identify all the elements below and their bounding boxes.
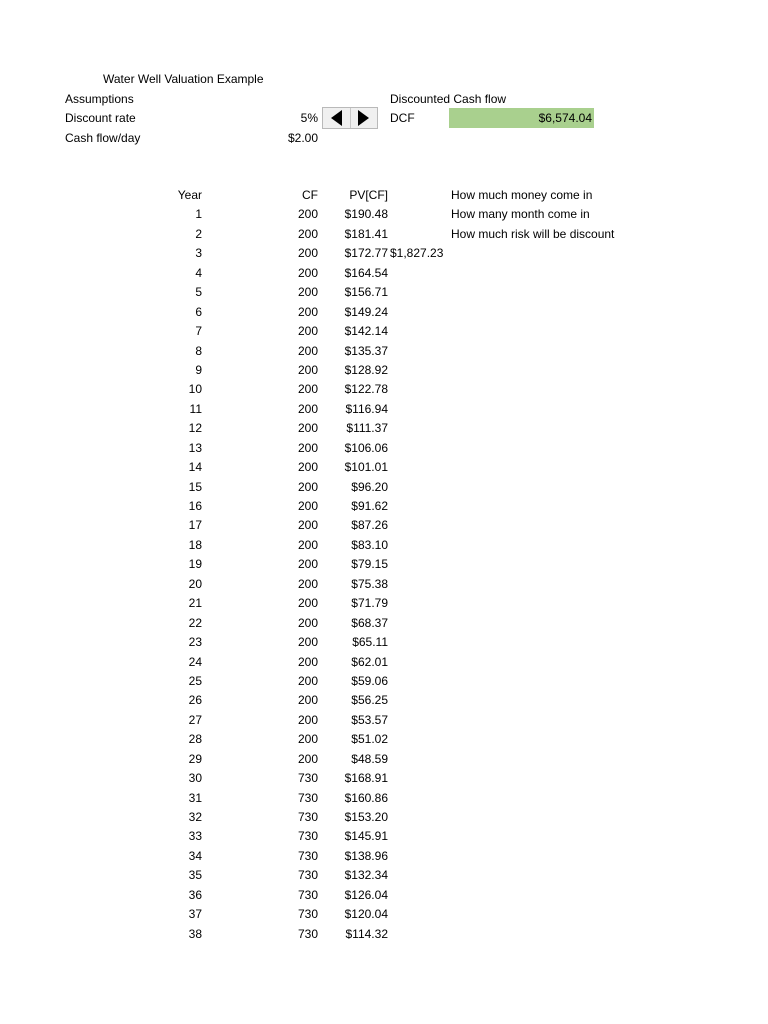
year-cell[interactable]: 33: [188, 829, 202, 844]
pv-cell[interactable]: $156.71: [344, 285, 388, 300]
cf-cell[interactable]: 200: [297, 732, 318, 747]
table-row: [0, 594, 768, 613]
cf-header: CF: [302, 188, 318, 202]
pv-cell[interactable]: $122.78: [344, 382, 388, 397]
year-cell[interactable]: 18: [188, 537, 202, 552]
cf-cell[interactable]: 200: [297, 537, 318, 552]
note-cell: How many month come in: [451, 207, 590, 222]
pv-cell[interactable]: $145.91: [344, 829, 388, 844]
year-cell[interactable]: 21: [188, 596, 202, 611]
table-row: [0, 653, 768, 672]
subtotal-cell[interactable]: $1,827.23: [390, 246, 444, 261]
year-cell[interactable]: 6: [195, 304, 202, 319]
arrow-right-icon: [358, 110, 369, 126]
pv-cell[interactable]: $65.11: [352, 635, 388, 650]
table-row: [0, 380, 768, 399]
cf-cell[interactable]: 730: [297, 926, 318, 941]
cf-cell[interactable]: 200: [297, 304, 318, 319]
page-title: Water Well Valuation Example: [103, 72, 264, 86]
year-cell[interactable]: 29: [188, 751, 202, 766]
year-cell[interactable]: 16: [188, 499, 202, 513]
pv-cell[interactable]: $126.04: [344, 887, 388, 902]
year-cell[interactable]: 11: [189, 401, 202, 416]
table-row: [0, 672, 768, 691]
table-row: [0, 361, 768, 380]
dcf-label: DCF: [390, 111, 415, 125]
table-row: [0, 439, 768, 458]
cf-cell[interactable]: 730: [297, 887, 318, 902]
cf-cell[interactable]: 200: [297, 693, 318, 708]
cf-cell[interactable]: 730: [297, 790, 318, 805]
cf-cell[interactable]: 200: [297, 421, 318, 436]
table-row: [0, 730, 768, 749]
note-cell: How much risk will be discount: [451, 226, 615, 241]
pv-cell[interactable]: $120.04: [344, 907, 388, 922]
year-cell[interactable]: 17: [188, 518, 202, 533]
cf-cell[interactable]: 200: [297, 401, 318, 416]
table-header-row: [0, 186, 768, 205]
year-cell[interactable]: 12: [188, 421, 202, 436]
discount-rate-value[interactable]: 5%: [300, 111, 318, 125]
discount-rate-label: Discount rate: [65, 111, 136, 125]
cf-cell[interactable]: 200: [297, 596, 318, 611]
pv-cell[interactable]: $62.01: [351, 654, 388, 669]
cf-cell[interactable]: 730: [297, 829, 318, 844]
table-row: [0, 342, 768, 361]
cf-cell[interactable]: 200: [297, 285, 318, 300]
year-cell[interactable]: 13: [188, 440, 202, 455]
pv-cell[interactable]: $116.94: [345, 401, 388, 416]
pv-cell[interactable]: $132.34: [344, 868, 388, 883]
table-row: [0, 847, 768, 866]
pv-cell[interactable]: $56.25: [351, 693, 388, 708]
table-row: [0, 866, 768, 885]
cf-cell[interactable]: 730: [297, 810, 318, 824]
pv-cell[interactable]: $53.57: [351, 712, 388, 727]
cash-flow-value[interactable]: $2.00: [287, 131, 318, 145]
pv-cell[interactable]: $138.96: [344, 848, 388, 863]
year-cell[interactable]: 10: [188, 382, 202, 397]
cf-cell[interactable]: 200: [297, 673, 318, 688]
pv-cell[interactable]: $79.15: [351, 557, 388, 572]
pv-cell[interactable]: $153.20: [344, 810, 388, 824]
cf-cell[interactable]: 200: [297, 479, 318, 494]
table-row: [0, 769, 768, 788]
pv-cell[interactable]: $75.38: [351, 576, 388, 591]
increase-rate-button[interactable]: [351, 108, 378, 128]
cf-cell[interactable]: 200: [297, 460, 318, 475]
pv-cell[interactable]: $106.06: [344, 440, 388, 455]
pv-cell[interactable]: $160.86: [344, 790, 388, 805]
table-row: [0, 711, 768, 730]
pv-cell[interactable]: $168.91: [344, 771, 388, 786]
year-cell[interactable]: 8: [195, 343, 202, 358]
year-cell[interactable]: 26: [188, 693, 202, 708]
table-row: [0, 555, 768, 574]
year-cell[interactable]: 27: [188, 712, 202, 727]
cf-cell[interactable]: 200: [297, 265, 318, 280]
year-cell[interactable]: 22: [188, 615, 202, 630]
cf-cell[interactable]: 730: [297, 771, 318, 786]
pv-cell[interactable]: $87.26: [351, 518, 388, 533]
table-row: [0, 303, 768, 322]
table-row: [0, 419, 768, 438]
year-cell[interactable]: 1: [195, 207, 202, 222]
pv-cell[interactable]: $111.37: [346, 421, 388, 436]
table-row: [0, 925, 768, 944]
cf-cell[interactable]: 200: [297, 654, 318, 669]
table-row: [0, 225, 768, 244]
cf-cell[interactable]: 200: [297, 499, 318, 513]
year-cell[interactable]: 34: [188, 848, 202, 863]
pv-cell[interactable]: $71.79: [351, 596, 388, 611]
year-cell[interactable]: 2: [195, 226, 202, 241]
year-cell[interactable]: 5: [195, 285, 202, 300]
year-cell[interactable]: 23: [188, 635, 202, 650]
cf-cell[interactable]: 730: [297, 868, 318, 883]
cf-cell[interactable]: 200: [297, 440, 318, 455]
pv-cell[interactable]: $59.06: [351, 673, 388, 688]
cf-cell[interactable]: 200: [297, 557, 318, 572]
year-cell[interactable]: 19: [188, 557, 202, 572]
table-row: [0, 905, 768, 924]
table-row: [0, 750, 768, 769]
cash-flow-label: Cash flow/day: [65, 131, 141, 145]
cf-cell[interactable]: 200: [297, 576, 318, 591]
year-cell[interactable]: 7: [195, 324, 202, 339]
pv-cell[interactable]: $181.41: [344, 226, 388, 241]
discount-rate-spinner[interactable]: [322, 107, 378, 129]
table-row: [0, 322, 768, 341]
table-row: [0, 516, 768, 535]
year-cell[interactable]: 28: [188, 732, 202, 747]
cf-cell[interactable]: 730: [297, 848, 318, 863]
pv-header: PV[CF]: [349, 188, 388, 202]
table-row: [0, 614, 768, 633]
arrow-left-icon: [331, 110, 342, 126]
year-cell[interactable]: 38: [188, 926, 202, 941]
pv-cell[interactable]: $164.54: [344, 265, 388, 280]
cf-cell[interactable]: 200: [297, 207, 318, 222]
cf-cell[interactable]: 200: [297, 615, 318, 630]
pv-cell[interactable]: $149.24: [344, 304, 388, 319]
table-row: [0, 458, 768, 477]
dcf-heading: Discounted Cash flow: [390, 92, 507, 106]
cf-cell[interactable]: 200: [297, 343, 318, 358]
year-cell[interactable]: 36: [188, 887, 202, 902]
cf-cell[interactable]: 200: [297, 382, 318, 397]
pv-cell[interactable]: $91.62: [351, 499, 388, 513]
year-cell[interactable]: 24: [188, 654, 202, 669]
table-row: [0, 400, 768, 419]
cash-flow-table: [0, 186, 768, 944]
table-row: [0, 827, 768, 846]
table-row: [0, 244, 768, 263]
cf-cell[interactable]: 200: [297, 362, 318, 377]
cf-cell[interactable]: 200: [297, 324, 318, 339]
table-row: [0, 497, 768, 516]
pv-cell[interactable]: $135.37: [344, 343, 388, 358]
year-cell[interactable]: 14: [188, 460, 202, 475]
pv-cell[interactable]: $51.02: [351, 732, 388, 747]
year-cell[interactable]: 30: [188, 771, 202, 786]
table-row: [0, 808, 768, 827]
table-row: [0, 283, 768, 302]
cf-cell[interactable]: 200: [297, 226, 318, 241]
cf-cell[interactable]: 200: [297, 712, 318, 727]
year-cell[interactable]: 15: [188, 479, 202, 494]
year-cell[interactable]: 4: [195, 265, 202, 280]
table-row: [0, 536, 768, 555]
table-row: [0, 575, 768, 594]
table-row: [0, 205, 768, 224]
year-cell[interactable]: 20: [188, 576, 202, 591]
pv-cell[interactable]: $96.20: [351, 479, 388, 494]
year-cell[interactable]: 9: [195, 362, 202, 377]
table-body: [0, 205, 768, 944]
table-row: [0, 478, 768, 497]
year-cell[interactable]: 32: [188, 810, 202, 824]
note-money: How much money come in: [451, 188, 593, 202]
pv-cell[interactable]: $128.92: [344, 362, 388, 377]
dcf-value[interactable]: $6,574.04: [449, 108, 594, 128]
assumptions-heading: Assumptions: [65, 92, 134, 106]
year-cell[interactable]: 25: [188, 673, 202, 688]
cf-cell[interactable]: 200: [297, 246, 318, 261]
table-row: [0, 789, 768, 808]
table-row: [0, 886, 768, 905]
year-header: Year: [177, 188, 202, 202]
year-cell[interactable]: 31: [188, 790, 202, 805]
cf-cell[interactable]: 200: [297, 518, 318, 533]
table-row: [0, 264, 768, 283]
pv-cell[interactable]: $48.59: [351, 751, 388, 766]
cf-cell[interactable]: 730: [297, 907, 318, 922]
cf-cell[interactable]: 200: [297, 635, 318, 650]
pv-cell[interactable]: $190.48: [344, 207, 388, 222]
pv-cell[interactable]: $101.01: [344, 460, 388, 475]
year-cell[interactable]: 35: [188, 868, 202, 883]
pv-cell[interactable]: $114.32: [345, 926, 388, 941]
pv-cell[interactable]: $83.10: [351, 537, 388, 552]
table-row: [0, 691, 768, 710]
pv-cell[interactable]: $142.14: [344, 324, 388, 339]
pv-cell[interactable]: $68.37: [351, 615, 388, 630]
decrease-rate-button[interactable]: [323, 108, 351, 128]
table-row: [0, 633, 768, 652]
year-cell[interactable]: 37: [188, 907, 202, 922]
pv-cell[interactable]: $172.77: [344, 246, 388, 261]
year-cell[interactable]: 3: [195, 246, 202, 261]
cf-cell[interactable]: 200: [297, 751, 318, 766]
